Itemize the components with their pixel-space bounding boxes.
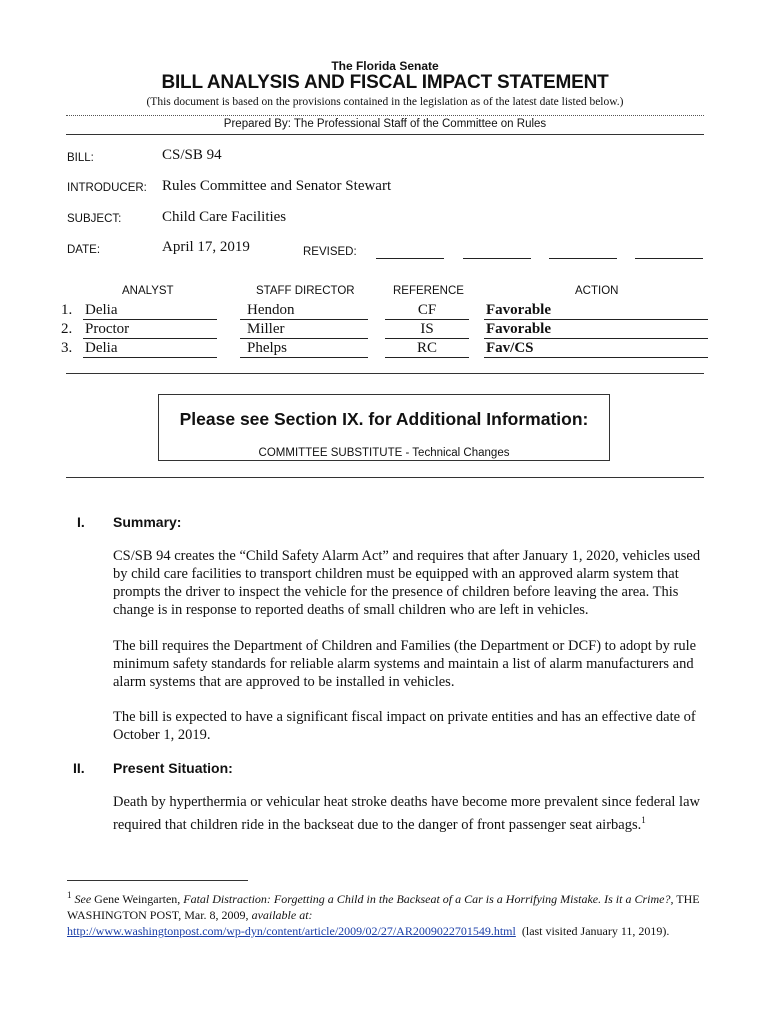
- cell-underline: [484, 357, 708, 358]
- revised-blank-3: [549, 258, 617, 259]
- subject-label: SUBJECT:: [67, 213, 122, 225]
- summary-paragraph: CS/SB 94 creates the “Child Safety Alarm Act” and requires that after January 1, 2020, vehicles used by child care facilities to transport children must be equipped with an approved alarm system that prompts the driver to inspect the vehicle for the presence of children before leaving the area. This change is in response to reported deaths of small children who are left in vehicles.: [113, 548, 701, 618]
- section-heading-summary: Summary:: [113, 514, 182, 530]
- subject-value: Child Care Facilities: [162, 209, 287, 225]
- document-title: BILL ANALYSIS AND FISCAL IMPACT STATEMENT: [161, 72, 609, 93]
- row-reference: IS: [420, 321, 434, 337]
- footnote-author: Gene Weingarten,: [91, 892, 184, 906]
- organization-name: The Florida Senate: [331, 59, 439, 73]
- row-director: Miller: [247, 321, 285, 337]
- additional-info-title: Please see Section IX. for Additional Information:: [179, 409, 589, 429]
- row-director: Hendon: [247, 302, 295, 318]
- bill-label: BILL:: [67, 152, 94, 164]
- revised-label: REVISED:: [303, 246, 357, 258]
- footnote-ref[interactable]: 1: [641, 815, 646, 825]
- cell-underline: [83, 338, 217, 339]
- footnote-url-link[interactable]: http://www.washingtonpost.com/wp-dyn/content/article/2009/02/27/AR2009022701549.html: [67, 924, 516, 938]
- col-header-staff-director: STAFF DIRECTOR: [256, 285, 355, 297]
- bill-value: CS/SB 94: [162, 147, 222, 163]
- footnote-marker: 1: [67, 890, 72, 900]
- col-header-analyst: ANALYST: [122, 285, 174, 297]
- cell-underline: [484, 338, 708, 339]
- cell-underline: [240, 319, 368, 320]
- row-action: Favorable: [486, 321, 551, 337]
- section-number: II.: [73, 760, 85, 776]
- revised-blank-4: [635, 258, 703, 259]
- summary-paragraph: The bill is expected to have a significant fiscal impact on private entities and has an effective date of October 1, 2019.: [113, 709, 696, 743]
- footnote-publication: THE WASHINGTON POST, Mar. 8, 2009,: [67, 892, 700, 922]
- row-action: Fav/CS: [486, 340, 534, 356]
- divider-after-box: [66, 477, 704, 478]
- cell-underline: [484, 319, 708, 320]
- introducer-label: INTRODUCER:: [67, 182, 147, 194]
- row-reference: RC: [416, 340, 437, 356]
- row-analyst: Delia: [85, 340, 118, 356]
- row-reference: CF: [417, 302, 437, 318]
- cell-underline: [83, 357, 217, 358]
- additional-info-subtitle: COMMITTEE SUBSTITUTE - Technical Changes: [258, 447, 510, 459]
- date-label: DATE:: [67, 244, 101, 256]
- summary-paragraph: The bill requires the Department of Children and Families (the Department or DCF) to adopt by rule minimum safety standards for reliable alarm systems and maintain a list of alarm manufacturers and alarm systems that are approved to be installed in vehicles.: [113, 638, 697, 690]
- footnote-available: available at:: [251, 908, 313, 922]
- document-note: (This document is based on the provisions contained in the legislation as of the latest date listed below.): [146, 96, 624, 108]
- present-situation-text: Death by hyperthermia or vehicular heat stroke deaths have become more prevalent since federal law required that children ride in the backseat due to the danger of front passenger seat airbags.: [113, 794, 700, 833]
- row-number: 2.: [61, 321, 73, 337]
- footnote: [67, 887, 717, 939]
- section-heading-present-situation: Present Situation:: [113, 760, 233, 776]
- cell-underline: [385, 338, 469, 339]
- row-action: Favorable: [486, 302, 551, 318]
- row-analyst: Proctor: [85, 321, 130, 337]
- row-number: 1.: [61, 302, 73, 318]
- col-header-reference: REFERENCE: [393, 285, 464, 297]
- footnote-see: See: [74, 892, 92, 906]
- cell-underline: [240, 338, 368, 339]
- date-value: April 17, 2019: [162, 239, 250, 255]
- present-situation-paragraph: [113, 793, 708, 834]
- cell-underline: [385, 319, 469, 320]
- revised-blank-2: [463, 258, 531, 259]
- row-director: Phelps: [247, 340, 288, 356]
- divider-dotted-top: [66, 115, 704, 116]
- cell-underline: [385, 357, 469, 358]
- row-number: 3.: [61, 340, 73, 356]
- divider-prepared: [66, 134, 704, 135]
- row-analyst: Delia: [85, 302, 118, 318]
- cell-underline: [83, 319, 217, 320]
- col-header-action: ACTION: [575, 285, 619, 297]
- divider-after-table: [66, 373, 704, 374]
- introducer-value: Rules Committee and Senator Stewart: [162, 178, 392, 194]
- footnote-divider: [67, 880, 248, 881]
- footnote-visited: (last visited January 11, 2019).: [521, 924, 670, 938]
- revised-blank-1: [376, 258, 444, 259]
- prepared-by: Prepared By: The Professional Staff of the Committee on Rules: [223, 118, 547, 130]
- section-number: I.: [77, 514, 85, 530]
- footnote-article-title: Fatal Distraction: Forgetting a Child in the Backseat of a Car is a Horrifying Mistake. Is it a Crime?,: [183, 892, 674, 906]
- cell-underline: [240, 357, 368, 358]
